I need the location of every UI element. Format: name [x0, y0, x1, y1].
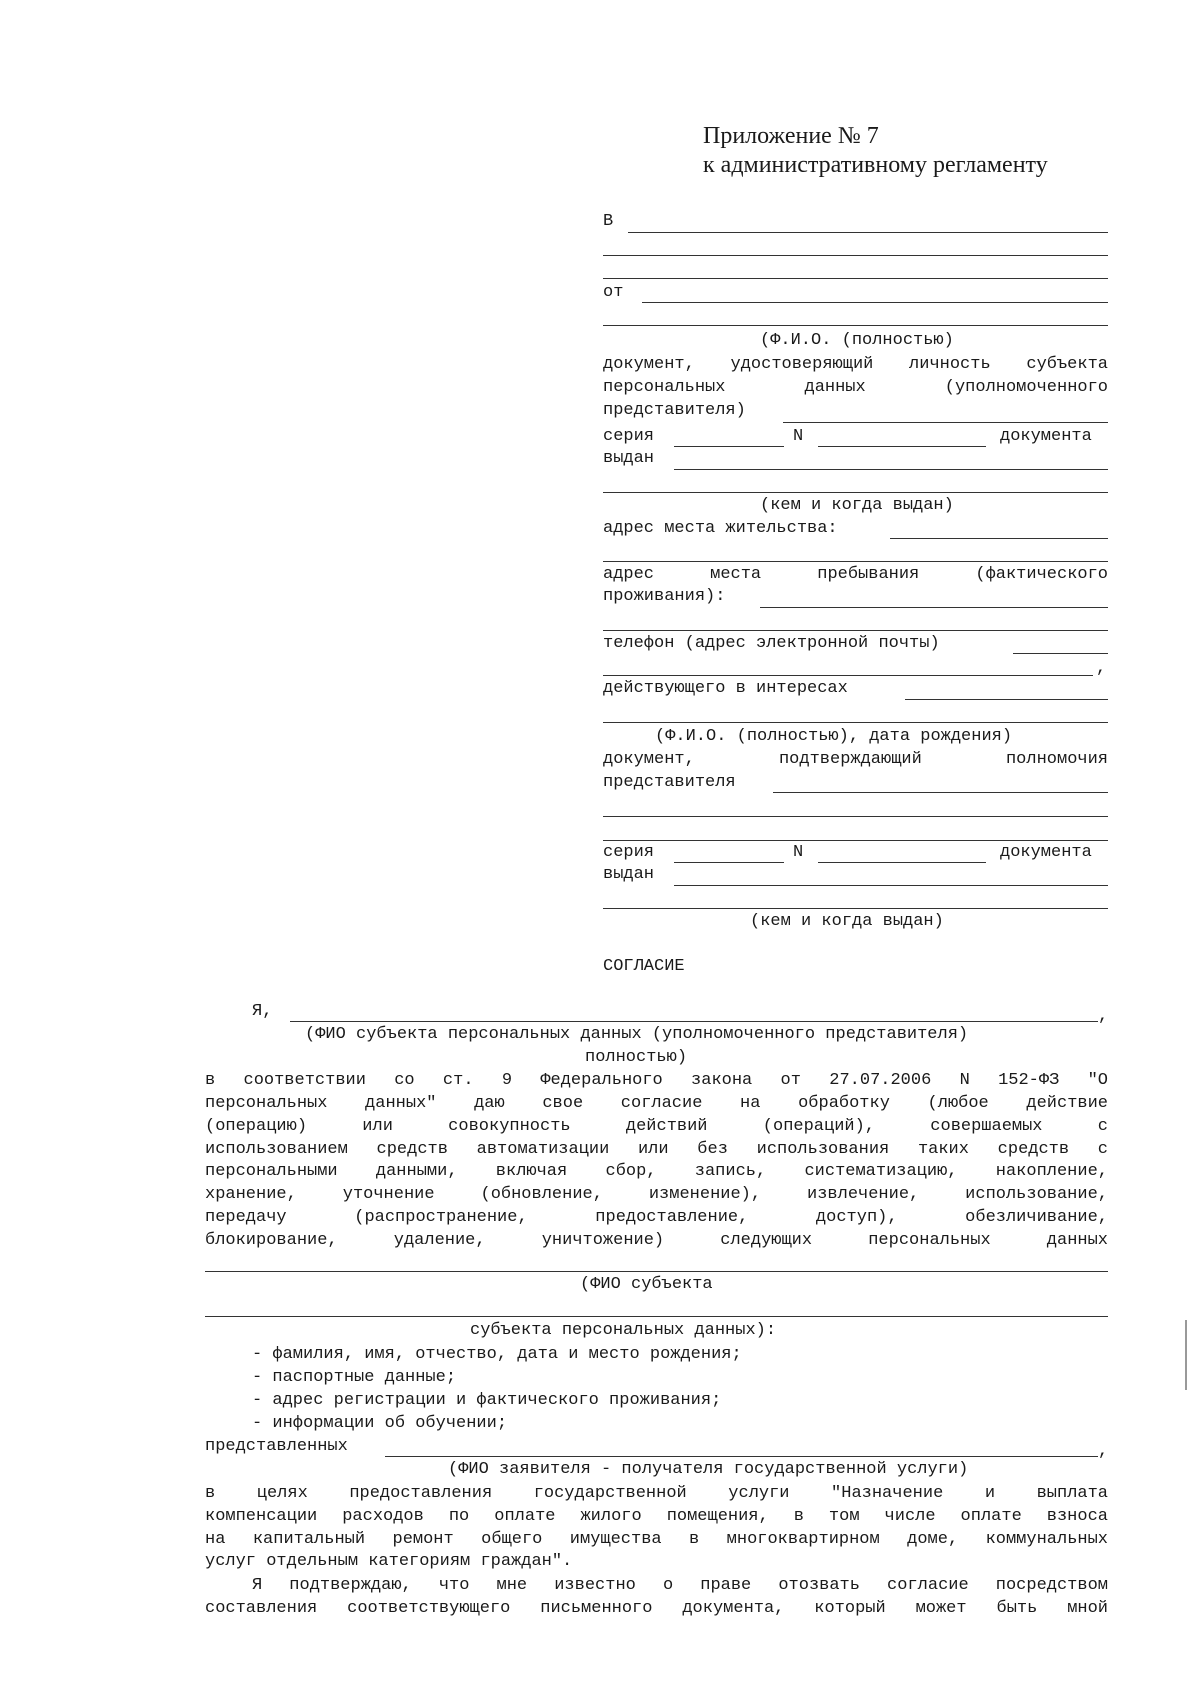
- auth-line-1: документ, подтверждающий полномочия: [603, 750, 1108, 769]
- doc-line: [783, 422, 1108, 423]
- consent-title: СОГЛАСИЕ: [603, 957, 685, 976]
- from-line: [642, 302, 1108, 303]
- address-line: [890, 538, 1108, 539]
- acting-label: действующего в интересах: [603, 679, 848, 698]
- series-label-1: серия: [603, 427, 655, 446]
- to-line: [628, 232, 1108, 233]
- series-line-1: [674, 446, 784, 447]
- phone-label: телефон (адрес электронной почты): [603, 634, 940, 653]
- list-item-1: - фамилия, имя, отчество, дата и место рождения;: [252, 1345, 742, 1364]
- i-label: Я,: [252, 1002, 273, 1021]
- address-label: адрес места жительства:: [603, 519, 838, 538]
- issued-label-1: выдан: [603, 449, 655, 468]
- to-label: В: [603, 212, 614, 231]
- subject-hint-1: (ФИО субъекта: [580, 1275, 713, 1294]
- scan-edge-mark: [1185, 1320, 1187, 1390]
- issued-line-2: [674, 885, 1108, 886]
- fio-hint-line-2: полностью): [585, 1048, 688, 1067]
- list-item-2: - паспортные данные;: [252, 1368, 457, 1387]
- document-label-2: документа: [1000, 843, 1092, 862]
- comma: ,: [1096, 659, 1107, 678]
- series-line-2: [674, 862, 784, 863]
- document-label-1: документа: [1000, 427, 1092, 446]
- body-line-4: использованием средств автоматизации или без использования таких средств с: [205, 1140, 1108, 1159]
- confirm-line-2: составления соответствующего письменного документа, который может быть мной: [205, 1599, 1108, 1618]
- blank-line: [603, 840, 1108, 841]
- number-label-1: N: [793, 427, 804, 446]
- body-line-5: персональными данными, включая сбор, запись, систематизацию, накопление,: [205, 1162, 1108, 1181]
- phone-line-2: [603, 675, 1093, 676]
- fio-line: [290, 1021, 1098, 1022]
- presented-label: представленных: [205, 1437, 348, 1456]
- appendix-subtitle: к административному регламенту: [703, 152, 1048, 178]
- doc-line-2: персональных данных (уполномоченного: [603, 378, 1108, 397]
- purpose-line-3: на капитальный ремонт общего имущества в многоквартирном доме, коммунальных: [205, 1530, 1108, 1549]
- body-line-6: хранение, уточнение (обновление, изменение), извлечение, использование,: [205, 1185, 1108, 1204]
- blank-line: [603, 325, 1108, 326]
- appendix-title: Приложение № 7: [703, 123, 879, 149]
- fio-hint-line-1: (ФИО субъекта персональных данных (уполномоченного представителя): [305, 1025, 969, 1044]
- blank-line: [603, 492, 1108, 493]
- subject-line-2: [205, 1316, 1108, 1317]
- stay-line-1: адрес места пребывания (фактического: [603, 565, 1108, 584]
- blank-line: [603, 630, 1108, 631]
- applicant-hint: (ФИО заявителя - получателя государственной услуги): [448, 1460, 969, 1479]
- blank-line: [603, 561, 1108, 562]
- comma: ,: [1098, 1442, 1109, 1461]
- series-label-2: серия: [603, 843, 655, 862]
- doc-line-1: документ, удостоверяющий личность субъекта: [603, 355, 1108, 374]
- purpose-line-1: в целях предоставления государственной услуги "Назначение и выплата: [205, 1484, 1108, 1503]
- blank-line: [603, 908, 1108, 909]
- issued-hint-1: (кем и когда выдан): [760, 496, 954, 515]
- body-line-3: (операцию) или совокупность действий (операций), совершаемых с: [205, 1117, 1108, 1136]
- fio-birth-hint: (Ф.И.О. (полностью), дата рождения): [655, 727, 1013, 746]
- blank-line: [603, 255, 1108, 256]
- blank-line: [603, 278, 1108, 279]
- body-line-1: в соответствии со ст. 9 Федерального закона от 27.07.2006 N 152-ФЗ "О: [205, 1071, 1108, 1090]
- doc-line-3: представителя): [603, 401, 746, 420]
- issued-line-1: [674, 469, 1108, 470]
- phone-line: [1013, 653, 1108, 654]
- number-line-2: [818, 862, 986, 863]
- body-line-2: персональных данных" даю свое согласие на обработку (любое действие: [205, 1094, 1108, 1113]
- purpose-line-4: услуг отдельным категориям граждан".: [205, 1552, 573, 1571]
- stay-line: [760, 607, 1108, 608]
- blank-line: [603, 722, 1108, 723]
- comma: ,: [1098, 1007, 1109, 1026]
- blank-line: [603, 816, 1108, 817]
- stay-line-2: проживания):: [603, 587, 726, 606]
- subject-line-1: [205, 1271, 1108, 1272]
- issued-hint-2: (кем и когда выдан): [750, 912, 944, 931]
- auth-line-2: представителя: [603, 773, 736, 792]
- from-label: от: [603, 283, 624, 302]
- number-label-2: N: [793, 843, 804, 862]
- acting-line: [905, 699, 1108, 700]
- issued-label-2: выдан: [603, 865, 655, 884]
- body-line-7: передачу (распространение, предоставление, доступ), обезличивание,: [205, 1208, 1108, 1227]
- list-item-3: - адрес регистрации и фактического проживания;: [252, 1391, 722, 1410]
- fio-hint: (Ф.И.О. (полностью): [760, 331, 954, 350]
- body-line-8: блокирование, удаление, уничтожение) следующих персональных данных: [205, 1231, 1108, 1250]
- subject-hint-2: субъекта персональных данных):: [470, 1321, 777, 1340]
- list-item-4: - информации об обучении;: [252, 1414, 508, 1433]
- auth-line: [773, 792, 1108, 793]
- presented-line: [385, 1456, 1098, 1457]
- number-line-1: [818, 446, 986, 447]
- purpose-line-2: компенсации расходов по оплате жилого помещения, в том числе оплате взноса: [205, 1507, 1108, 1526]
- confirm-line-1: Я подтверждаю, что мне известно о праве отозвать согласие посредством: [252, 1576, 1108, 1595]
